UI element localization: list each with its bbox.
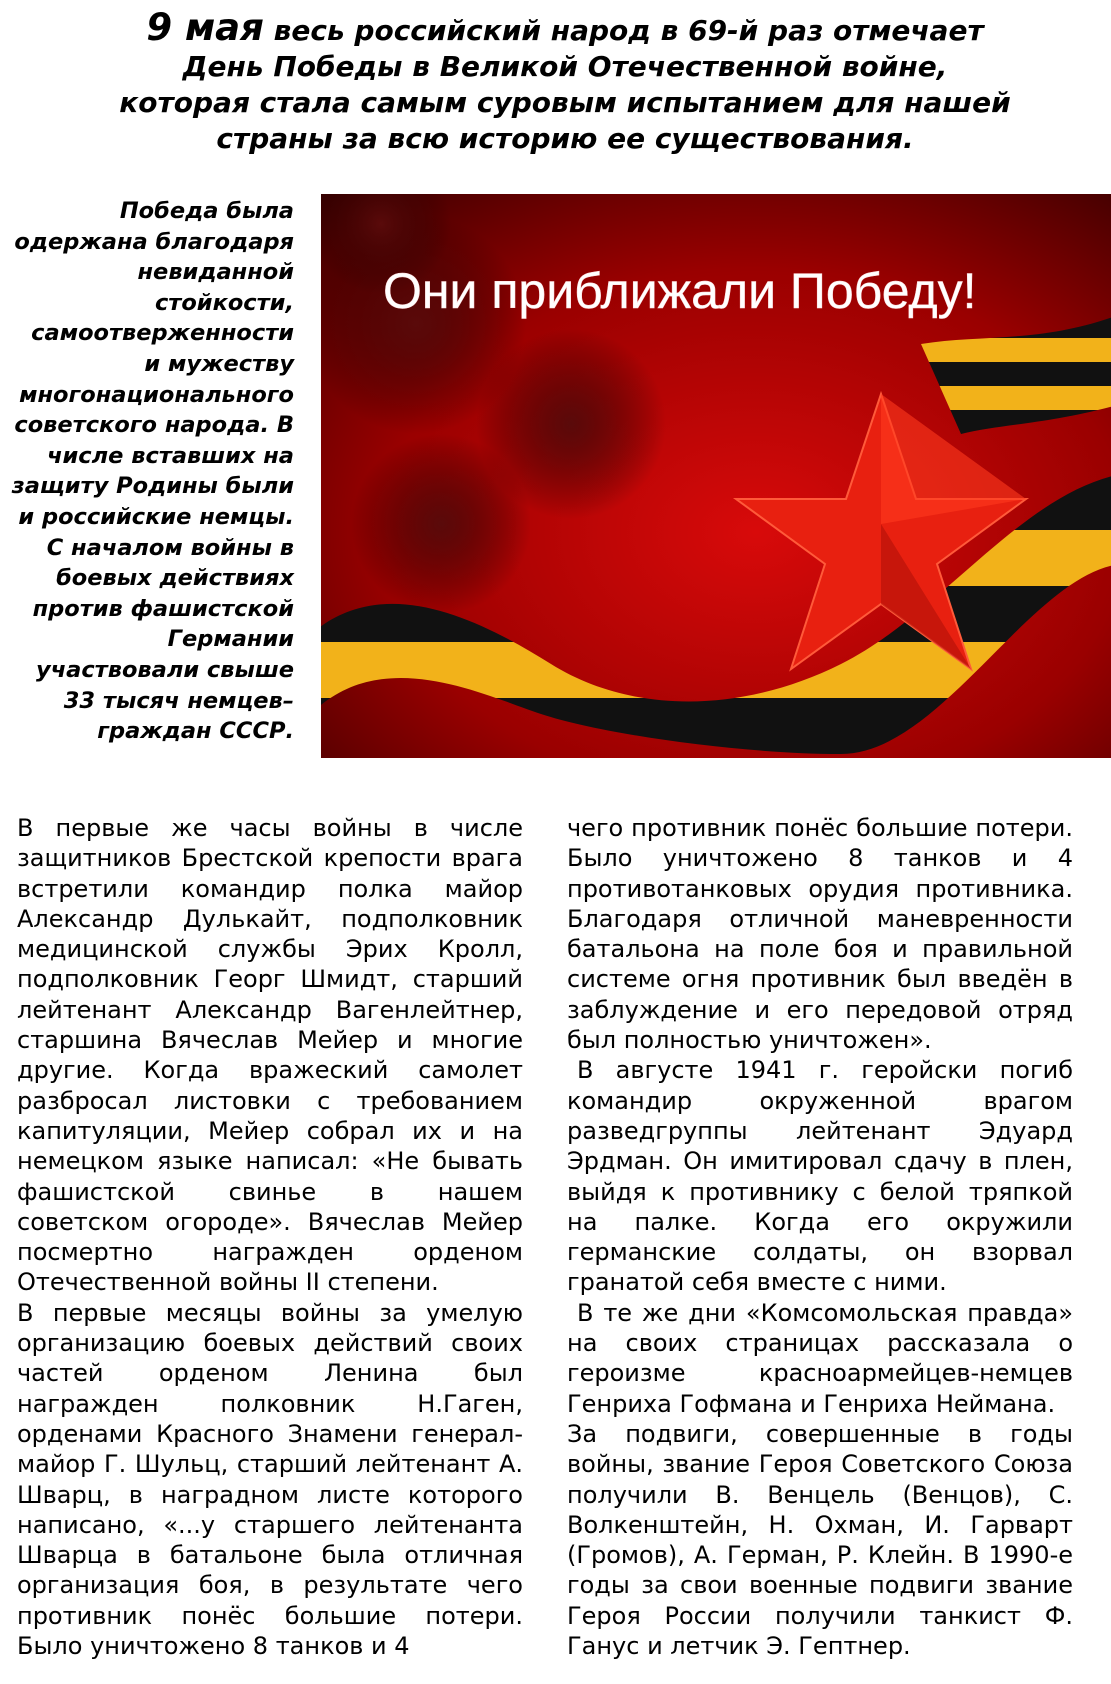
article-column-1: [17, 813, 523, 1661]
headline: [60, 6, 1070, 157]
col1-paragraph-2: В первые месяцы войны за умелую организацию боевых действий своих частей орденом Ленина был награжден полковник Н.Гаген, орденами Красного Знамени генерал-майор Г. Шульц, старший лейтенант А. Шварц, в наградном листе которого написано, «...у старшего лейтенанта Шварца в батальоне была отличная организация боя, в результате чего противник понёс большие потери. Было уничтожено 8 танков и 4: [17, 1298, 523, 1661]
headline-line-3: которая стала самым суровым испытанием для нашей: [119, 86, 1011, 119]
col2-paragraph-2: В августе 1941 г. геройски погиб командир окруженной врагом разведгруппы лейтенант Эдуард Эрдман. Он имитировал сдачу в плен, выйдя к противнику с белой тряпкой на палке. Когда его окружили германские солдаты, он взорвал гранатой себя вместе с ними.: [567, 1056, 1073, 1297]
headline-line-4: страны за всю историю ее существования.: [216, 122, 914, 155]
headline-date: 9 мая: [146, 6, 264, 49]
article-column-2: [567, 813, 1073, 1661]
headline-line-2: День Победы в Великой Отечественной войне,: [182, 50, 948, 83]
victory-banner-svg: [321, 194, 1111, 758]
carnation-3: [351, 434, 531, 614]
col2-paragraph-4: За подвиги, совершенные в годы войны, звание Героя Советского Союза получили В. Венцель (Венцов), С. Волкенштейн, Н. Охман, И. Гарварт (Громов), А. Герман, Р. Клейн. В 1990-е годы за свои военные подвиги звание Героя России получили танкист Ф. Ганус и летчик Э. Гептнер.: [567, 1419, 1073, 1661]
col1-paragraph-1: В первые же часы войны в числе защитников Брестской крепости врага встретили командир полка майор Александр Дулькайт, подполковник медицинской службы Эрих Кролл, подполковник Георг Шмидт, старший лейтенант Александр Вагенлейтнер, старшина Вячеслав Мейер и многие другие. Когда вражеский самолет разбросал листовки с требованием капитуляции, Мейер собрал их и на немецком языке написал: «Не бывать фашистской свинье в нашем советском огороде». Вячеслав Мейер посмертно награжден орденом Отечественной войны II степени.: [17, 814, 523, 1297]
col2-paragraph-1: чего противник понёс большие потери. Было уничтожено 8 танков и 4 противотанковых орудия противника. Благодаря отличной маневренности батальона на поле боя и правильной системе огня противник был введён в заблуждение и его передовой отряд был полностью уничтожен».: [567, 814, 1073, 1055]
banner-title: Они приближали Победу!: [383, 263, 977, 319]
headline-line-1-text: весь российский народ в 69-й раз отмечает: [273, 14, 984, 47]
victory-banner-image: [321, 194, 1111, 758]
sidebar-lead-text: Победа была одержана благодаря невиданной стойкости, самоотверженности и мужеству многонационального советского народа. В числе вставших на защиту Родины были и российские немцы. С началом войны в боевых действиях против фашистской Германии участвовали свыше 33 тысяч немцев–граждан СССР.: [11, 198, 294, 745]
col2-paragraph-3: В те же дни «Комсомольская правда» на своих страницах рассказала о героизме красноармейцев-немцев Генриха Гофмана и Генриха Неймана.: [567, 1298, 1073, 1418]
headline-line-1: [60, 6, 1070, 49]
